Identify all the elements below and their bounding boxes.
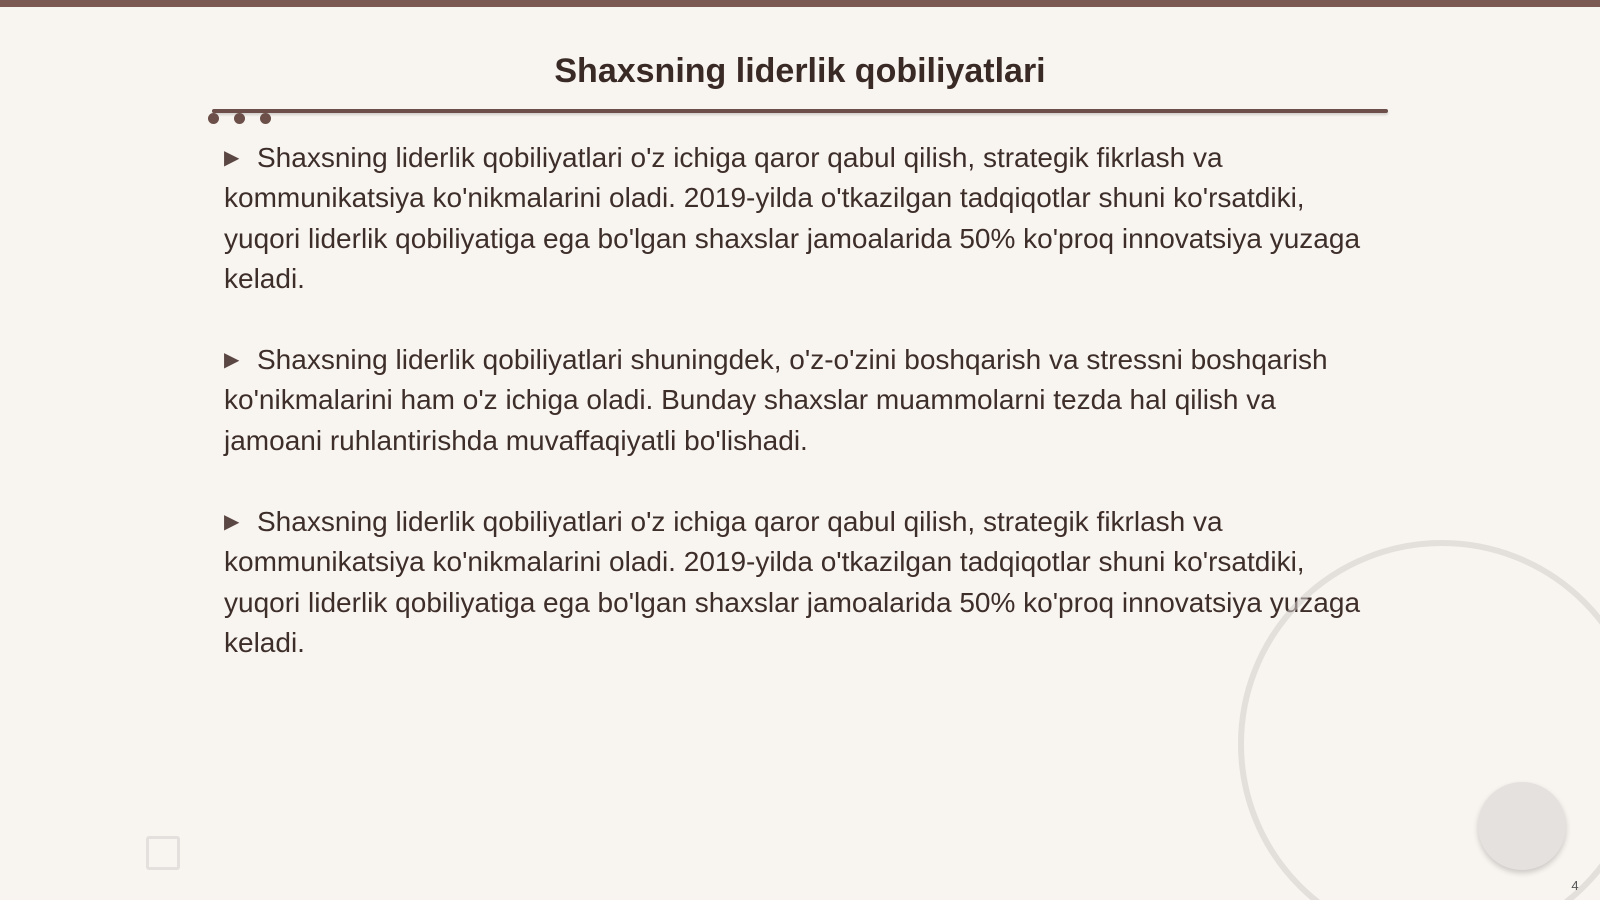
bullet-text: Shaxsning liderlik qobiliyatlari o'z ichiga qaror qabul qilish, strategik fikrlash va kommunikatsiya ko'nikmalarini oladi. 2019-yilda o'tkazilgan tadqiqotlar shuni ko'rsatdiki, yuqori liderlik qobiliyatiga ega bo'lgan shaxslar jamoalarida 50% ko'proq innovatsiya yuzaga keladi. — [224, 142, 1361, 294]
decorative-dot — [208, 113, 219, 124]
triangle-right-icon: ▶ — [224, 349, 240, 372]
triangle-right-icon: ▶ — [224, 147, 240, 169]
bullet-text: Shaxsning liderlik qobiliyatlari shuningdek, o'z-o'zini boshqarish va stressni boshqarish ko'nikmalarini ham o'z ichiga oladi. Bunday shaxslar muammolarni tezda hal qilish va jamoani ruhlantirishda muvaffaqiyatli bo'lishadi. — [224, 344, 1328, 456]
page-number: 4 — [1571, 878, 1579, 893]
bullet-list — [224, 138, 1364, 704]
decorative-square — [146, 836, 180, 870]
decorative-dot — [234, 113, 245, 124]
top-accent-band — [0, 0, 1600, 7]
bullet-item — [224, 340, 1364, 461]
bullet-item — [224, 138, 1364, 299]
decorative-circle — [1478, 782, 1566, 870]
triangle-right-icon: ▶ — [224, 511, 240, 534]
bullet-text: Shaxsning liderlik qobiliyatlari o'z ichiga qaror qabul qilish, strategik fikrlash va kommunikatsiya ko'nikmalarini oladi. 2019-yilda o'tkazilgan tadqiqotlar shuni ko'rsatdiki, yuqori liderlik qobiliyatiga ega bo'lgan shaxslar jamoalarida 50% ko'proq innovatsiya yuzaga keladi. — [224, 506, 1361, 658]
slide-title: Shaxsning liderlik qobiliyatlari — [554, 52, 1046, 90]
bullet-item — [224, 502, 1364, 663]
decorative-dot — [260, 113, 271, 124]
title-underline — [212, 109, 1388, 113]
